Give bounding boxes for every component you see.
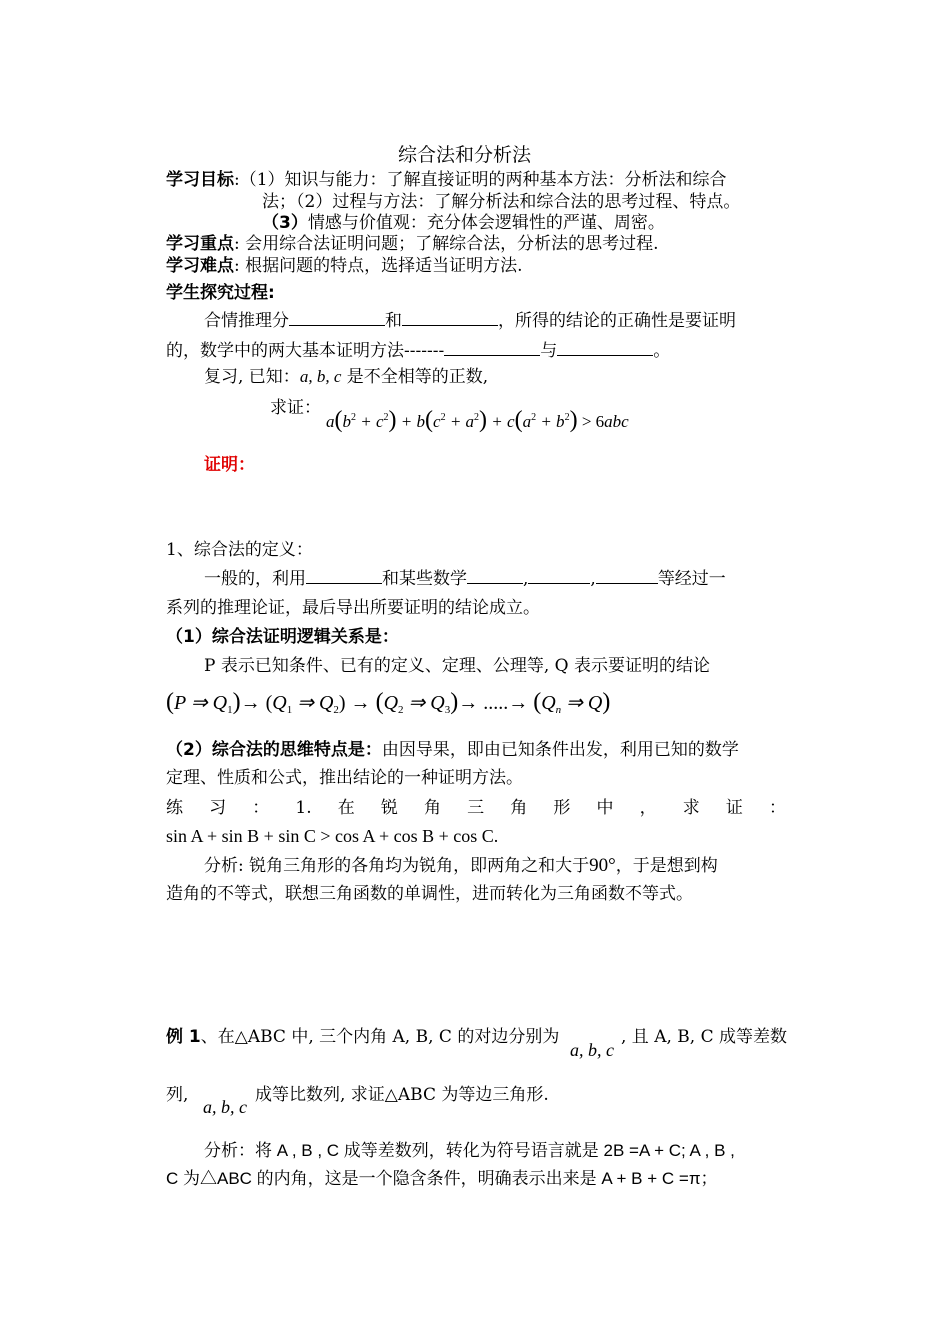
goals-label: 学习目标: [166, 170, 234, 190]
example-text-1a: 、在△ABC 中, 三个内角 A, B, C 的对边分别为: [200, 1027, 560, 1047]
example-text-1b: , 且 A, B, C 成等差数: [621, 1027, 788, 1047]
def-text-e: 等经过一: [657, 569, 726, 589]
thinking-line-2: 定理、性质和公式，推出结论的一种证明方法。: [166, 768, 523, 788]
intro-text-d: 的，数学中的两大基本证明方法-------: [166, 341, 445, 361]
analysis-text-b: ，于是想到构: [615, 856, 718, 876]
example-label: 例 1: [166, 1027, 201, 1047]
definition-line-2: 系列的推理论证，最后导出所要证明的结论成立。: [166, 598, 540, 618]
review-formula: $a(b^2 + c^2) + b(c^2 + a^2) + c(a^2 + b^2) > 6abc$: [326, 407, 629, 433]
analysis-text-a: 分析: 锐角三角形的各角均为锐角，即两角之和大于: [204, 856, 590, 876]
exercise-char: 中: [596, 798, 614, 818]
exercise-char: ：: [768, 798, 786, 818]
exercise-char: 三: [467, 798, 485, 818]
logic-ellipsis: .....: [483, 692, 509, 714]
exercise-char: 习: [209, 798, 227, 818]
logic-description: P 表示已知条件、已有的定义、定理、公理等, Q 表示要证明的结论: [204, 656, 710, 676]
review-text-b: 是不全相等的正数,: [341, 367, 489, 387]
thinking-label: （2）综合法的思维特点是：: [166, 740, 382, 760]
intro-line-1: [204, 310, 736, 331]
blank-6[interactable]: [467, 568, 523, 584]
exercise-char: 形: [553, 798, 571, 818]
exercise-char: 在: [337, 798, 355, 818]
exercise-analysis-1: [204, 855, 718, 878]
goals-item3-number: （3）: [262, 213, 308, 233]
def-comma-2: ,: [590, 569, 596, 589]
difficulty-text: : 根据问题的特点，选择适当证明方法.: [234, 256, 523, 276]
intro-line-2: [166, 340, 670, 361]
def-text-b: 和某些数学: [382, 569, 467, 589]
def-comma-1: ,: [523, 569, 529, 589]
exercise-char: 角: [423, 798, 441, 818]
degree-value: 90°: [589, 855, 616, 876]
key-text: : 会用综合法证明问题；了解综合法，分析法的思考过程.: [234, 234, 659, 254]
definition-heading: 1、综合法的定义：: [166, 540, 313, 560]
intro-text-b: 和: [385, 311, 402, 331]
blank-2[interactable]: [402, 310, 498, 326]
exercise-char: 锐: [380, 798, 398, 818]
page-title: 综合法和分析法: [398, 144, 532, 166]
thinking-text-1: 由因导果，即由已知条件出发，利用已知的数学: [381, 740, 739, 760]
logic-heading: （1）综合法证明逻辑关系是：: [166, 627, 399, 647]
blank-5[interactable]: [306, 568, 382, 584]
exercise-char: ：: [252, 798, 270, 818]
exercise-analysis-2: 造角的不等式，联想三角函数的单调性，进而转化为三角函数不等式。: [166, 884, 693, 904]
key-point: [166, 234, 659, 254]
exercise-formula: sin A + sin B + sin C > cos A + cos B + cos C.: [166, 826, 499, 846]
example-text-2b: 成等比数列, 求证△ABC 为等边三角形.: [255, 1085, 549, 1105]
def-text-a: 一般的，利用: [204, 569, 306, 589]
exercise-char: 角: [510, 798, 528, 818]
example-analysis-2: C 为△ABC 的内角，这是一个隐含条件，明确表示出来是 A + B + C =π；: [166, 1169, 718, 1188]
example-vars-1: a, b, c: [570, 1040, 614, 1060]
blank-7[interactable]: [528, 568, 590, 584]
goals-text-3: 情感与价值观：充分体会逻辑性的严谨、周密。: [307, 213, 665, 233]
goals-line-1: [166, 170, 727, 190]
example-vars-2: a, b, c: [203, 1097, 247, 1117]
example-analysis-1: 分析：将 A , B , C 成等差数列，转化为符号语言就是 2B =A + C; A , B ,: [204, 1141, 735, 1160]
review-prove-label: 求证：: [270, 398, 321, 418]
proof-label: 证明：: [204, 455, 255, 475]
logic-chain: (P ⇒ $Q_1)\to (Q_1$ ⇒ $Q_2) \to (Q_2$ ⇒ $Q_3)\to$ .....→ ($Q_n$ ⇒ Q): [166, 689, 611, 716]
key-label: 学习重点: [166, 234, 234, 254]
blank-3[interactable]: [444, 340, 540, 356]
goals-line-3: [262, 213, 665, 233]
blank-8[interactable]: [596, 568, 658, 584]
intro-text-c: ，所得的结论的正确性是要证明: [498, 311, 736, 331]
definition-line-1: [204, 568, 726, 589]
difficulty-point: [166, 256, 523, 276]
goals-line-2: 法；（2）过程与方法：了解分析法和综合法的思考过程、特点。: [262, 192, 741, 212]
intro-text-e: 与: [540, 341, 558, 361]
thinking-line-1: [166, 740, 739, 760]
review-vars: a, b, c: [299, 367, 342, 386]
exercise-char: 1.: [295, 798, 312, 818]
example-text-2a: 列,: [166, 1085, 189, 1105]
exercise-char: ，: [639, 798, 657, 818]
exercise-char: 练: [166, 798, 183, 818]
goals-text-1: :（1）知识与能力：了解直接证明的两种基本方法：分析法和综合: [234, 170, 727, 190]
review-text-a: 复习, 已知：: [204, 367, 300, 387]
exercise-label-line: [166, 798, 786, 818]
process-label: 学生探究过程:: [166, 283, 275, 303]
exercise-char: 证: [725, 798, 743, 818]
blank-1[interactable]: [289, 310, 385, 326]
exercise-char: 求: [682, 798, 700, 818]
review-line: [204, 367, 488, 387]
intro-text-a: 合情推理分: [204, 311, 289, 331]
example-line-1: [166, 1027, 559, 1047]
difficulty-label: 学习难点: [166, 256, 234, 276]
intro-text-f: 。: [653, 341, 671, 361]
blank-4[interactable]: [557, 340, 653, 356]
